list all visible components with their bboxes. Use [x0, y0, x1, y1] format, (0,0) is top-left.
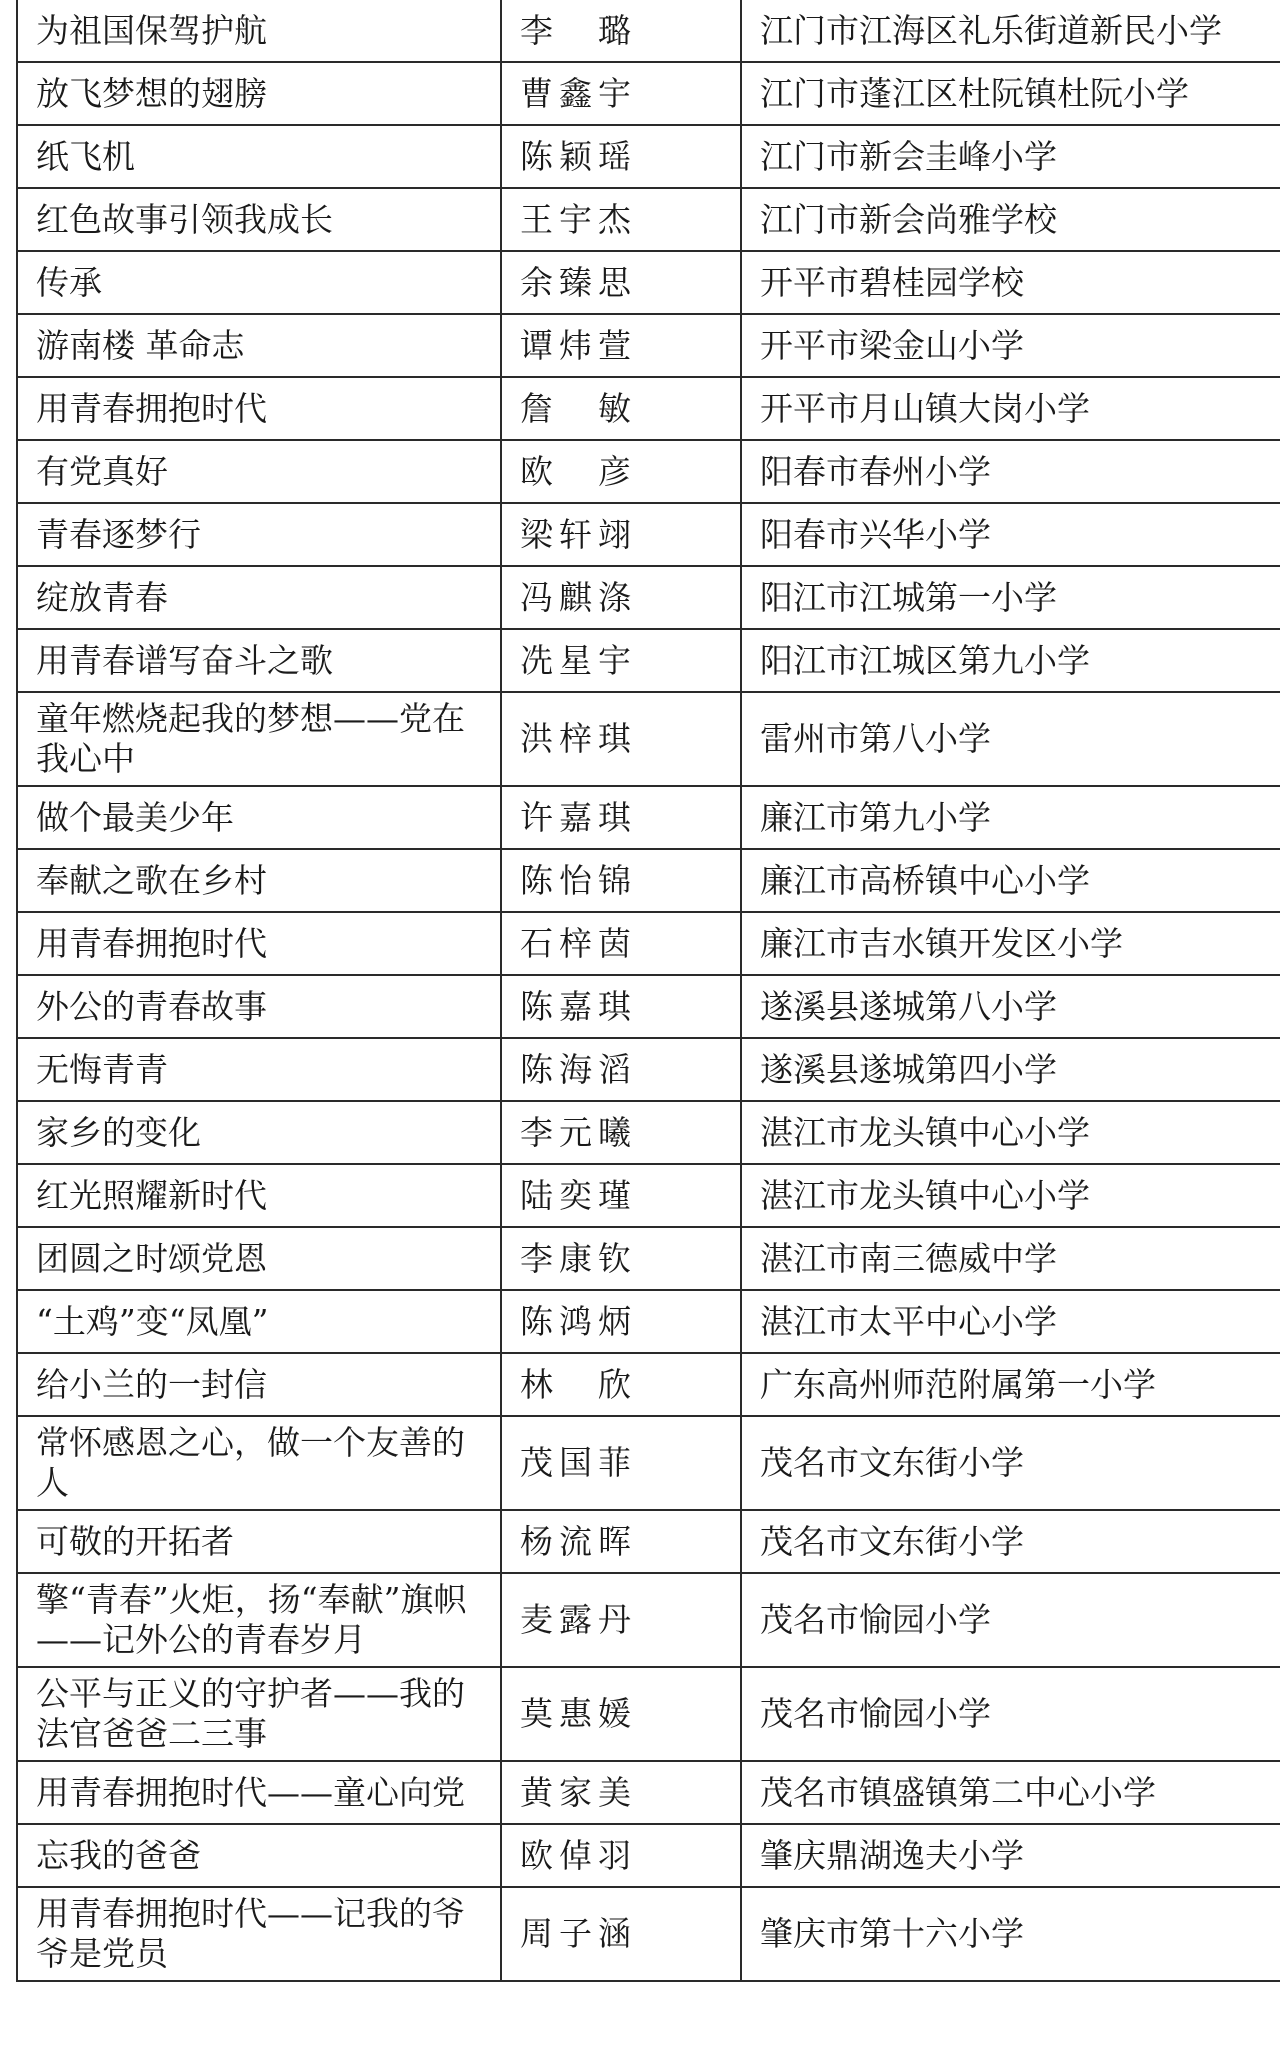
- cell-school: 阳春市兴华小学: [741, 503, 1280, 566]
- cell-school: 茂名市镇盛镇第二中心小学: [741, 1761, 1280, 1824]
- cell-author: 陈鸿炳: [501, 1290, 741, 1353]
- cell-school: 茂名市文东街小学: [741, 1510, 1280, 1573]
- table-row: [17, 692, 1280, 786]
- cell-title: 用青春拥抱时代: [17, 912, 501, 975]
- cell-title: 青春逐梦行: [17, 503, 501, 566]
- table-row: [17, 629, 1280, 692]
- cell-author: 梁轩翊: [501, 503, 741, 566]
- table-row: [17, 62, 1280, 125]
- cell-title: 公平与正义的守护者——我的法官爸爸二三事: [17, 1667, 501, 1761]
- table-row: [17, 188, 1280, 251]
- cell-title: 纸飞机: [17, 125, 501, 188]
- cell-author: 麦露丹: [501, 1573, 741, 1667]
- cell-title: 擎“青春”火炬，扬“奉献”旗帜——记外公的青春岁月: [17, 1573, 501, 1667]
- cell-school: 茂名市文东街小学: [741, 1416, 1280, 1510]
- cell-school: 江门市蓬江区杜阮镇杜阮小学: [741, 62, 1280, 125]
- cell-title: 红光照耀新时代: [17, 1164, 501, 1227]
- cell-school: 遂溪县遂城第四小学: [741, 1038, 1280, 1101]
- table-row: [17, 849, 1280, 912]
- cell-school: 肇庆市第十六小学: [741, 1887, 1280, 1981]
- table-row: [17, 440, 1280, 503]
- table-row: [17, 975, 1280, 1038]
- table-row: [17, 1353, 1280, 1416]
- cell-author: 陈颖瑶: [501, 125, 741, 188]
- table-row: [17, 0, 1280, 62]
- cell-author: 谭炜萱: [501, 314, 741, 377]
- table-row: [17, 1573, 1280, 1667]
- cell-school: 阳江市江城区第九小学: [741, 629, 1280, 692]
- table-row: [17, 1761, 1280, 1824]
- table-row: [17, 1290, 1280, 1353]
- cell-author: 周子涵: [501, 1887, 741, 1981]
- award-table-body: [17, 0, 1280, 1981]
- cell-author: 陈嘉琪: [501, 975, 741, 1038]
- cell-author: 林 欣: [501, 1353, 741, 1416]
- cell-author: 茂国菲: [501, 1416, 741, 1510]
- cell-title: 为祖国保驾护航: [17, 0, 501, 62]
- cell-author: 石梓茵: [501, 912, 741, 975]
- table-row: [17, 1510, 1280, 1573]
- cell-title: 游南楼 革命志: [17, 314, 501, 377]
- cell-school: 广东高州师范附属第一小学: [741, 1353, 1280, 1416]
- cell-author: 陆奕瑾: [501, 1164, 741, 1227]
- cell-author: 李元曦: [501, 1101, 741, 1164]
- cell-school: 开平市碧桂园学校: [741, 251, 1280, 314]
- table-row: [17, 1824, 1280, 1887]
- cell-title: 放飞梦想的翅膀: [17, 62, 501, 125]
- cell-title: 外公的青春故事: [17, 975, 501, 1038]
- table-row: [17, 1887, 1280, 1981]
- cell-title: 奉献之歌在乡村: [17, 849, 501, 912]
- cell-title: 用青春谱写奋斗之歌: [17, 629, 501, 692]
- cell-title: 用青春拥抱时代——记我的爷爷是党员: [17, 1887, 501, 1981]
- cell-title: 无悔青青: [17, 1038, 501, 1101]
- cell-school: 廉江市第九小学: [741, 786, 1280, 849]
- cell-author: 冼星宇: [501, 629, 741, 692]
- cell-author: 余臻思: [501, 251, 741, 314]
- cell-title: 家乡的变化: [17, 1101, 501, 1164]
- cell-author: 陈海滔: [501, 1038, 741, 1101]
- cell-title: 给小兰的一封信: [17, 1353, 501, 1416]
- cell-title: 绽放青春: [17, 566, 501, 629]
- cell-school: 湛江市龙头镇中心小学: [741, 1164, 1280, 1227]
- cell-school: 阳春市春州小学: [741, 440, 1280, 503]
- cell-school: 江门市江海区礼乐街道新民小学: [741, 0, 1280, 62]
- cell-author: 王宇杰: [501, 188, 741, 251]
- table-row: [17, 1416, 1280, 1510]
- cell-title: 童年燃烧起我的梦想——党在我心中: [17, 692, 501, 786]
- award-table: [16, 0, 1280, 1982]
- cell-author: 詹 敏: [501, 377, 741, 440]
- cell-school: 肇庆鼎湖逸夫小学: [741, 1824, 1280, 1887]
- cell-school: 湛江市太平中心小学: [741, 1290, 1280, 1353]
- cell-school: 江门市新会尚雅学校: [741, 188, 1280, 251]
- cell-school: 廉江市吉水镇开发区小学: [741, 912, 1280, 975]
- cell-author: 黄家美: [501, 1761, 741, 1824]
- cell-school: 茂名市愉园小学: [741, 1573, 1280, 1667]
- cell-school: 阳江市江城第一小学: [741, 566, 1280, 629]
- cell-school: 湛江市龙头镇中心小学: [741, 1101, 1280, 1164]
- cell-author: 冯麒涤: [501, 566, 741, 629]
- table-row: [17, 912, 1280, 975]
- cell-title: 用青春拥抱时代: [17, 377, 501, 440]
- cell-title: 团圆之时颂党恩: [17, 1227, 501, 1290]
- table-row: [17, 1164, 1280, 1227]
- table-row: [17, 125, 1280, 188]
- cell-title: 红色故事引领我成长: [17, 188, 501, 251]
- cell-school: 遂溪县遂城第八小学: [741, 975, 1280, 1038]
- cell-school: 江门市新会圭峰小学: [741, 125, 1280, 188]
- cell-author: 洪梓琪: [501, 692, 741, 786]
- table-row: [17, 566, 1280, 629]
- cell-title: 可敬的开拓者: [17, 1510, 501, 1573]
- cell-title: 常怀感恩之心，做一个友善的人: [17, 1416, 501, 1510]
- table-row: [17, 377, 1280, 440]
- cell-author: 莫惠媛: [501, 1667, 741, 1761]
- table-row: [17, 1667, 1280, 1761]
- cell-title: 做个最美少年: [17, 786, 501, 849]
- cell-school: 茂名市愉园小学: [741, 1667, 1280, 1761]
- table-row: [17, 503, 1280, 566]
- table-row: [17, 251, 1280, 314]
- table-row: [17, 786, 1280, 849]
- table-row: [17, 314, 1280, 377]
- cell-school: 开平市梁金山小学: [741, 314, 1280, 377]
- cell-author: 欧 彦: [501, 440, 741, 503]
- cell-school: 湛江市南三德威中学: [741, 1227, 1280, 1290]
- cell-school: 廉江市高桥镇中心小学: [741, 849, 1280, 912]
- table-row: [17, 1101, 1280, 1164]
- cell-author: 欧倬羽: [501, 1824, 741, 1887]
- cell-author: 李 璐: [501, 0, 741, 62]
- table-row: [17, 1038, 1280, 1101]
- cell-title: 用青春拥抱时代——童心向党: [17, 1761, 501, 1824]
- cell-title: 传承: [17, 251, 501, 314]
- cell-school: 雷州市第八小学: [741, 692, 1280, 786]
- table-row: [17, 1227, 1280, 1290]
- cell-school: 开平市月山镇大岗小学: [741, 377, 1280, 440]
- cell-author: 李康钦: [501, 1227, 741, 1290]
- cell-title: 忘我的爸爸: [17, 1824, 501, 1887]
- cell-title: “土鸡”变“凤凰”: [17, 1290, 501, 1353]
- cell-title: 有党真好: [17, 440, 501, 503]
- cell-author: 杨流晖: [501, 1510, 741, 1573]
- cell-author: 许嘉琪: [501, 786, 741, 849]
- cell-author: 陈怡锦: [501, 849, 741, 912]
- cell-author: 曹鑫宇: [501, 62, 741, 125]
